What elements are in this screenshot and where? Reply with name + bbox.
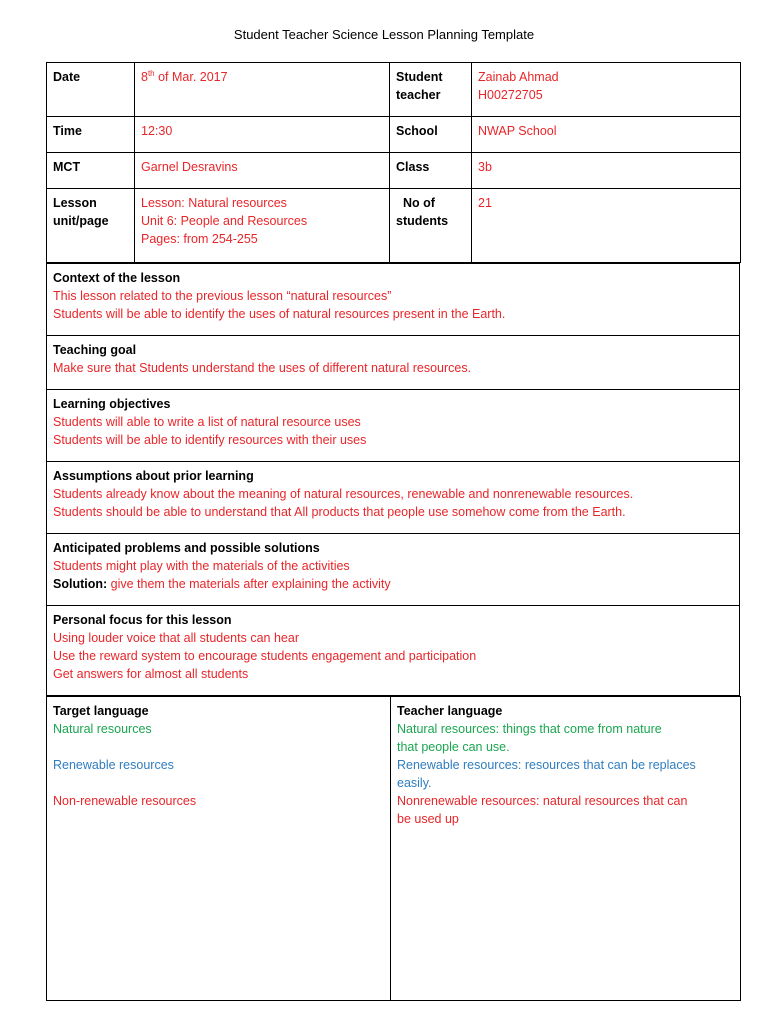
lesson-label-2: unit/page (53, 214, 109, 228)
students-label-1: No of (403, 196, 435, 210)
target-natural: Natural resources (53, 722, 152, 736)
student-teacher-label-1: Student (396, 70, 443, 84)
objectives-line: Students will be able to identify resources with their uses (53, 433, 367, 447)
row-lesson (47, 189, 741, 263)
context-line: This lesson related to the previous lesson “natural resources” (53, 289, 392, 303)
teacher-renewable-2: easily. (397, 776, 432, 790)
date-sup: th (147, 68, 155, 78)
sections-table (46, 263, 740, 696)
section-goal (47, 336, 740, 390)
assumptions-line: Students should be able to understand that All products that people use somehow come from the Earth. (53, 505, 626, 519)
spacer (53, 774, 384, 792)
date-rest: of Mar. 2017 (154, 70, 228, 84)
row-date (47, 63, 741, 117)
assumptions-heading: Assumptions about prior learning (53, 469, 254, 483)
context-line: Students will be able to identify the uses of natural resources present in the Earth. (53, 307, 506, 321)
lesson-line: Lesson: Natural resources (141, 196, 287, 210)
teacher-nonrenewable-1: Nonrenewable resources: natural resources that can (397, 794, 688, 808)
focus-line: Get answers for almost all students (53, 667, 249, 681)
lesson-plan-table (46, 62, 740, 1001)
objectives-heading: Learning objectives (53, 397, 171, 411)
mct-value: Garnel Desravins (135, 153, 390, 189)
target-renewable: Renewable resources (53, 758, 174, 772)
time-value: 12:30 (135, 117, 390, 153)
class-value: 3b (472, 153, 741, 189)
mct-label: MCT (47, 153, 135, 189)
lesson-label-1: Lesson (53, 196, 97, 210)
problems-line: Students might play with the materials of the activities (53, 559, 350, 573)
row-time (47, 117, 741, 153)
school-value: NWAP School (472, 117, 741, 153)
date-label: Date (47, 63, 135, 117)
student-teacher-label-2: teacher (396, 88, 441, 102)
teacher-language-cell (391, 697, 741, 1001)
lesson-line: Pages: from 254-255 (141, 232, 258, 246)
solution-label: Solution: (53, 577, 108, 591)
section-problems (47, 534, 740, 606)
teacher-nonrenewable-2: be used up (397, 812, 459, 826)
problems-heading: Anticipated problems and possible solutions (53, 541, 320, 555)
spacer (53, 738, 384, 756)
students-label-2: students (396, 214, 449, 228)
language-table (46, 696, 741, 1001)
objectives-line: Students will able to write a list of natural resource uses (53, 415, 361, 429)
focus-heading: Personal focus for this lesson (53, 613, 232, 627)
student-teacher-label (390, 63, 472, 117)
page-title: Student Teacher Science Lesson Planning Template (233, 27, 535, 42)
section-context (47, 264, 740, 336)
context-heading: Context of the lesson (53, 271, 181, 285)
date-day: 8 (141, 70, 148, 84)
focus-line: Use the reward system to encourage students engagement and participation (53, 649, 477, 663)
time-label: Time (47, 117, 135, 153)
section-objectives (47, 390, 740, 462)
assumptions-line: Students already know about the meaning of natural resources, renewable and nonrenewable resources. (53, 487, 634, 501)
solution-text: give them the materials after explaining the activity (107, 577, 391, 591)
solution-line (53, 575, 733, 593)
goal-line: Make sure that Students understand the uses of different natural resources. (53, 361, 472, 375)
teacher-natural-2: that people can use. (397, 740, 510, 754)
section-focus (47, 606, 740, 696)
students-label (390, 189, 472, 263)
lesson-value (135, 189, 390, 263)
student-teacher-value (472, 63, 741, 117)
class-label: Class (390, 153, 472, 189)
goal-heading: Teaching goal (53, 343, 137, 357)
lesson-line: Unit 6: People and Resources (141, 214, 308, 228)
school-label: School (390, 117, 472, 153)
row-language (47, 697, 741, 1001)
target-language-heading: Target language (53, 704, 149, 718)
teacher-language-heading: Teacher language (397, 704, 503, 718)
lesson-label (47, 189, 135, 263)
teacher-natural-1: Natural resources: things that come from nature (397, 722, 662, 736)
info-table (46, 62, 741, 263)
focus-line: Using louder voice that all students can hear (53, 631, 299, 645)
student-teacher-name: Zainab Ahmad (478, 70, 559, 84)
section-assumptions (47, 462, 740, 534)
target-nonrenewable: Non-renewable resources (53, 794, 197, 808)
student-teacher-id: H00272705 (478, 88, 543, 102)
row-mct (47, 153, 741, 189)
date-value (135, 63, 390, 117)
teacher-renewable-1: Renewable resources: resources that can be replaces (397, 758, 696, 772)
students-value: 21 (472, 189, 741, 263)
target-language-cell (47, 697, 391, 1001)
